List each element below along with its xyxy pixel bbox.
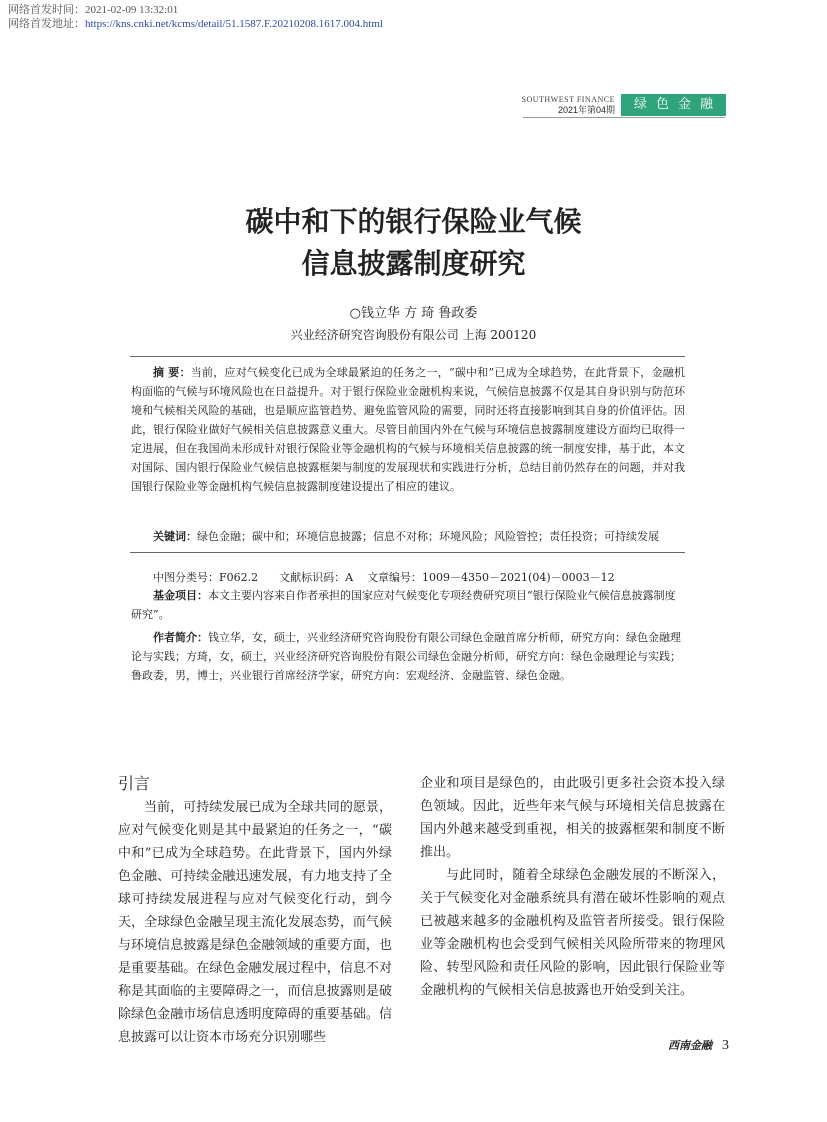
- fund-text: 本文主要内容来自作者承担的国家应对气候变化专项经费研究项目“银行保险业气候信息披露制度研究”。: [131, 589, 676, 621]
- abstract-top-rule: [130, 356, 685, 357]
- keywords: [131, 527, 685, 546]
- page-number: 3: [722, 1038, 729, 1053]
- publish-url-line: [8, 17, 383, 31]
- document-code: 文献标识码：A: [279, 571, 354, 584]
- body-paragraph-1-continued: 企业和项目是绿色的，由此吸引更多社会资本投入绿色领域。因此，近些年来气候与环境相关信息披露在国内外越来越受到重视，相关的披露框架和制度不断推出。: [420, 776, 725, 860]
- footer-journal-name: 西南金融: [668, 1039, 712, 1052]
- author-bio-label: 作者简介：: [153, 631, 208, 644]
- abstract-text: 当前，应对气候变化已成为全球最紧迫的任务之一，“碳中和”已成为全球趋势，在此背景下，金融机构面临的气候与环境风险也在日益提升。对于银行保险业金融机构来说，气候信息披露不仅是其自身识别与防范环境和气候相关风险的基础，也是顺应监管趋势、避免监管风险的需要，同时还将直接影响到其自身的价值评估。因此，银行保险业做好气候相关信息披露意义重大。尽管目前国内外在气候与环境信息披露制度建设方面均已取得一定进展，但在我国尚未形成针对银行保险业等金融机构的气候与环境相关信息披露的统一制度安排，基于此，本文对国际、国内银行保险业气候信息披露框架与制度的发展现状和实践进行分析，总结目前仍然存在的问题，并对我国银行保险业等金融机构气候信息披露制度建设提出了相应的建议。: [131, 366, 685, 493]
- article-title-line1: 碳中和下的银行保险业气候: [245, 205, 582, 238]
- keywords-text: 绿色金融；碳中和；环境信息披露；信息不对称；环境风险；风险管控；责任投资；可持续发展: [197, 530, 659, 543]
- body-column-right: [420, 772, 725, 1002]
- body-paragraph-2: 与此同时，随着全球绿色金融发展的不断深入，关于气候变化对金融系统具有潜在破坏性影响的观点已被越来越多的金融机构及监管者所接受。银行保险业等金融机构也会受到气候相关风险所带来的物理风险、转型风险和责任风险的影响，因此银行保险业等金融机构的气候相关信息披露也开始受到关注。: [420, 868, 725, 998]
- fund-label: 基金项目：: [153, 589, 208, 602]
- fund-project: [131, 586, 685, 624]
- network-publish-info: [8, 3, 383, 31]
- authors: ○钱立华 方 琦 鲁政委: [349, 306, 478, 321]
- body-column-left: [118, 772, 392, 1049]
- journal-header: [522, 94, 726, 116]
- author-bio-text: 钱立华，女，硕士，兴业经济研究咨询股份有限公司绿色金融首席分析师，研究方向：绿色金融理论与实践；方琦，女，硕士，兴业经济研究咨询股份有限公司绿色金融分析师，研究方向：绿色金融理论与实践；鲁政委，男，博士，兴业银行首席经济学家，研究方向：宏观经济、金融监管、绿色金融。: [131, 631, 681, 682]
- publish-url-link[interactable]: https://kns.cnki.net/kcms/detail/51.1587.F.20210208.1617.004.html: [85, 18, 383, 30]
- abstract: [131, 363, 685, 496]
- abstract-label: 摘 要：: [153, 366, 191, 379]
- publish-time: 网络首发时间：2021-02-09 13:32:01: [8, 4, 179, 16]
- journal-info: [522, 95, 615, 116]
- section-heading-intro: 引言: [118, 774, 151, 793]
- article-title-line2: 信息披露制度研究: [301, 247, 526, 280]
- clc-number: 中图分类号：F062.2: [153, 571, 259, 584]
- publish-url-label: 网络首发地址：: [8, 18, 85, 30]
- journal-name-en: SOUTHWEST FINANCE: [521, 94, 615, 104]
- keywords-bottom-rule: [130, 552, 685, 553]
- section-tag: 绿色金融: [621, 94, 726, 116]
- header-divider: [523, 117, 725, 118]
- journal-issue: 2021年第04期: [557, 104, 615, 115]
- classification-line: [131, 568, 685, 587]
- page-footer: [668, 1037, 729, 1054]
- author-bio: [131, 628, 685, 685]
- body-paragraph-1: 当前，可持续发展已成为全球共同的愿景，应对气候变化则是其中最紧迫的任务之一，“碳中和”已成为全球趋势。在此背景下，国内外绿色金融、可持续金融迅速发展，有力地支持了全球可持续发展进程与应对气候变化行动，到今天，全球绿色金融呈现主流化发展态势，而气候与环境信息披露是绿色金融领域的重要方面，也是重要基础。在绿色金融发展过程中，信息不对称是其面临的主要障碍之一，而信息披露则是破除绿色金融市场信息透明度障碍的重要基础。信息披露可以让资本市场充分识别哪些: [118, 800, 392, 1045]
- affiliation: 兴业经济研究咨询股份有限公司 上海 200120: [290, 328, 537, 342]
- article-number: 文章编号：1009－4350－2021(04)－0003－12: [367, 571, 615, 584]
- keywords-label: 关键词：: [153, 530, 197, 543]
